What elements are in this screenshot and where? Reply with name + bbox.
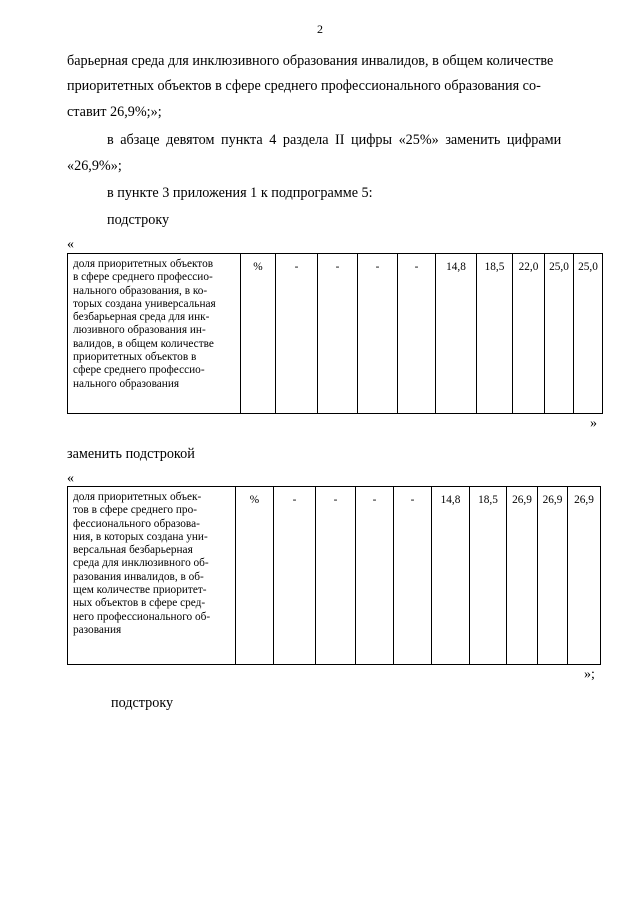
paragraph-line: подстроку — [111, 695, 174, 711]
description-line: версальная безбарьерная — [73, 544, 193, 557]
closing-quote: » — [590, 416, 597, 431]
value-cell: - — [276, 254, 318, 414]
value-cell: - — [274, 487, 316, 665]
paragraph-line: подстроку — [107, 212, 170, 228]
description-line: тов в сфере среднего про- — [73, 504, 197, 517]
description-line: сфере среднего профессио- — [73, 364, 205, 377]
description-line: люзивного образования ин- — [73, 324, 206, 337]
indicator-description — [68, 487, 236, 665]
description-line: нального образования, в ко- — [73, 284, 208, 297]
paragraph-line: «26,9%»; — [67, 158, 122, 174]
description-line: ния, в которых создана уни- — [73, 530, 208, 543]
value-cell: 18,5 — [477, 254, 513, 414]
opening-quote: « — [67, 237, 74, 252]
table-row — [68, 487, 601, 665]
description-line: него профессионального об- — [73, 610, 211, 623]
description-line: доля приоритетных объек- — [73, 491, 202, 503]
value-cell: 14,8 — [436, 254, 477, 414]
page-number: 2 — [317, 22, 323, 36]
description-line: среда для инклюзивного об- — [73, 557, 209, 570]
paragraph-line: в абзаце девятом пункта 4 раздела II цифры «25%» заменить цифрами — [107, 132, 562, 148]
description-line: разования инвалидов, в об- — [73, 570, 204, 583]
value-cell: 22,0 — [513, 254, 545, 414]
unit-cell: % — [241, 254, 276, 414]
paragraph-line: ставит 26,9%;»; — [67, 104, 162, 120]
description-line: торых создана универсальная — [73, 297, 216, 310]
indicator-description — [68, 254, 241, 414]
value-cell: 25,0 — [545, 254, 574, 414]
value-cell: - — [316, 487, 356, 665]
description-line: безбарьерная среда для инк- — [73, 311, 210, 324]
description-line: доля приоритетных объектов — [73, 258, 214, 270]
table-row — [68, 254, 603, 414]
value-cell: 14,8 — [432, 487, 470, 665]
description-line: нального образования — [73, 377, 180, 390]
value-cell: - — [394, 487, 432, 665]
value-cell: 26,9 — [568, 487, 601, 665]
description-line: приоритетных объектов в — [73, 351, 197, 364]
value-cell: 25,0 — [574, 254, 603, 414]
description-line: в сфере среднего профессио- — [73, 271, 213, 284]
new-substring-table — [67, 486, 601, 665]
value-cell: - — [356, 487, 394, 665]
opening-quote: « — [67, 471, 74, 486]
description-line: разования — [73, 623, 122, 636]
value-cell: - — [398, 254, 436, 414]
value-cell: 26,9 — [507, 487, 538, 665]
paragraph-line: в пункте 3 приложения 1 к подпрограмме 5: — [107, 185, 373, 201]
unit-cell: % — [236, 487, 274, 665]
paragraph-line: барьерная среда для инклюзивного образования инвалидов, в общем количестве — [67, 53, 554, 69]
replace-label: заменить подстрокой — [67, 446, 195, 462]
description-line: фессионального образова- — [73, 517, 200, 530]
closing-quote: »; — [584, 667, 595, 682]
description-line: щем количестве приоритет- — [73, 584, 207, 597]
description-line: валидов, в общем количестве — [73, 337, 214, 350]
value-cell: - — [358, 254, 398, 414]
paragraph-line: приоритетных объектов в сфере среднего профессионального образования со- — [67, 78, 541, 94]
description-line: ных объектов в сфере сред- — [73, 597, 206, 610]
value-cell: 18,5 — [470, 487, 507, 665]
value-cell: - — [318, 254, 358, 414]
value-cell: 26,9 — [538, 487, 568, 665]
old-substring-table — [67, 253, 603, 414]
